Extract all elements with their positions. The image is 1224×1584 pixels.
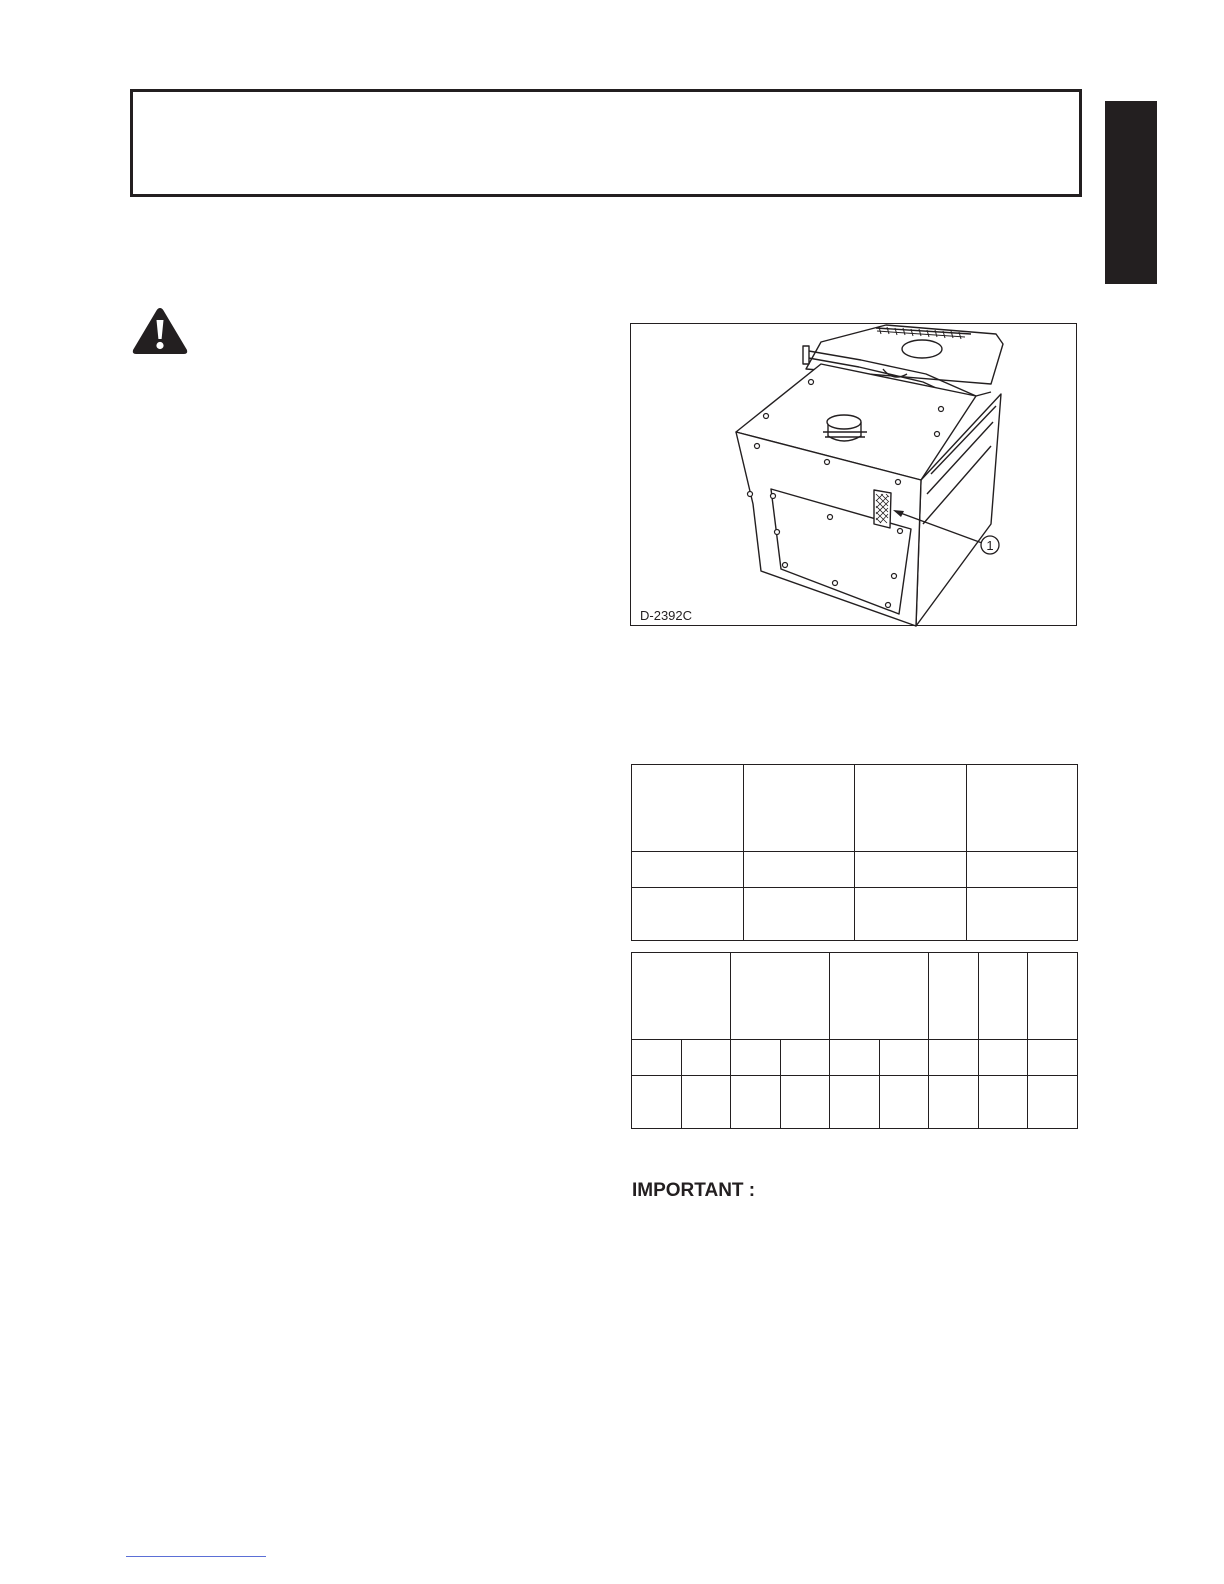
table-cell <box>929 1040 979 1076</box>
table-cell <box>731 953 830 1040</box>
table-cell <box>978 1040 1028 1076</box>
table-cell <box>681 1076 731 1129</box>
table-cell <box>731 1040 781 1076</box>
table-cell <box>632 888 744 941</box>
table-cell <box>830 1076 880 1129</box>
table-cell <box>632 765 744 852</box>
table-cell <box>1028 953 1078 1040</box>
table-row <box>632 953 1078 1040</box>
callout-1: 1 <box>986 538 994 553</box>
table-cell <box>743 888 855 941</box>
figure-code: D-2392C <box>640 608 693 623</box>
table-cell <box>830 1040 880 1076</box>
table-cell <box>632 953 731 1040</box>
important-label: IMPORTANT : <box>632 1180 756 1201</box>
table-row <box>632 888 1078 941</box>
table-cell <box>681 1040 731 1076</box>
data-table-1 <box>631 764 1078 941</box>
title-box <box>130 89 1082 197</box>
section-tab <box>1105 101 1157 284</box>
table-cell <box>978 953 1028 1040</box>
data-table-2 <box>631 952 1078 1129</box>
table-cell <box>743 765 855 852</box>
footer-link-underline[interactable] <box>126 1556 266 1557</box>
table-cell <box>780 1040 830 1076</box>
table-cell <box>966 852 1078 888</box>
table-cell <box>966 765 1078 852</box>
table-cell <box>879 1040 929 1076</box>
table-cell <box>780 1076 830 1129</box>
table-cell <box>978 1076 1028 1129</box>
table-cell <box>1028 1040 1078 1076</box>
table-cell <box>830 953 929 1040</box>
table-cell <box>879 1076 929 1129</box>
table-cell <box>855 888 967 941</box>
table-row <box>632 765 1078 852</box>
table-cell <box>855 852 967 888</box>
table-row <box>632 1076 1078 1129</box>
table-cell <box>929 1076 979 1129</box>
table-cell <box>632 1076 682 1129</box>
table-row <box>632 1040 1078 1076</box>
table-cell <box>632 852 744 888</box>
table-cell <box>929 953 979 1040</box>
table-cell <box>966 888 1078 941</box>
table-cell <box>731 1076 781 1129</box>
table-cell <box>855 765 967 852</box>
warning-triangle-icon <box>131 306 189 356</box>
table-cell <box>743 852 855 888</box>
machine-illustration <box>631 324 1078 627</box>
table-row <box>632 852 1078 888</box>
table-cell <box>1028 1076 1078 1129</box>
figure-illustration <box>630 323 1077 626</box>
table-cell <box>632 1040 682 1076</box>
